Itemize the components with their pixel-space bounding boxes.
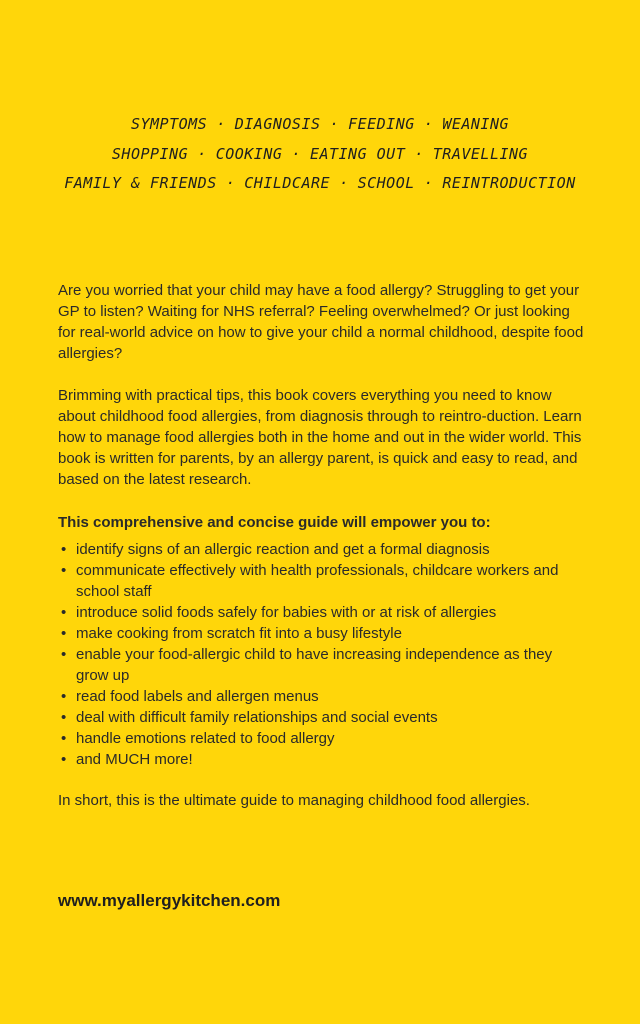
description-paragraph: Brimming with practical tips, this book covers everything you need to know about childhood food allergies, from diagnosis through to reintro-duction. Learn how to manage food allergies both in the home and out in the wider world. This book is written for parents, by an allergy parent, is quick and easy to read, and based on the latest research. xyxy=(58,387,582,488)
closing-paragraph: In short, this is the ultimate guide to managing childhood food allergies. xyxy=(58,792,530,809)
list-item: • communicate effectively with health professionals, childcare workers and school staff xyxy=(58,560,588,602)
topic-family-friends: FAMILY & FRIENDS xyxy=(64,174,217,192)
topic-childcare: CHILDCARE xyxy=(244,174,331,192)
topic-list xyxy=(0,110,640,199)
topic-separator: · xyxy=(225,174,236,192)
list-item: • introduce solid foods safely for babies with or at risk of allergies xyxy=(58,602,588,623)
website-url: www.myallergykitchen.com xyxy=(58,891,281,910)
topic-line-2 xyxy=(0,140,640,170)
intro-paragraph: Are you worried that your child may have a food allergy? Struggling to get your GP to listen? Waiting for NHS referral? Feeling overwhelmed? Or just looking for real-world advice on how to give your child a normal childhood, despite food allergies? xyxy=(58,282,584,362)
topic-weaning: WEANING xyxy=(442,115,510,133)
topic-separator: · xyxy=(423,174,434,192)
list-item: • read food labels and allergen menus xyxy=(58,686,588,707)
topic-feeding: FEEDING xyxy=(348,115,415,133)
topic-separator: · xyxy=(197,144,207,163)
list-item: • and MUCH more! xyxy=(58,749,588,770)
topic-separator: · xyxy=(423,115,434,133)
topic-separator: · xyxy=(216,115,226,133)
list-item: • enable your food-allergic child to have increasing independence as they grow up xyxy=(58,644,588,686)
benefits-list xyxy=(58,539,588,770)
benefits-heading: This comprehensive and concise guide will empower you to: xyxy=(58,514,491,531)
topic-eating-out: EATING OUT xyxy=(309,144,406,163)
topic-cooking: COOKING xyxy=(215,144,283,163)
topic-travelling: TRAVELLING xyxy=(432,144,529,163)
topic-symptoms: SYMPTOMS xyxy=(130,115,208,133)
topic-separator: · xyxy=(414,144,424,163)
topic-separator: · xyxy=(291,144,301,163)
topic-line-3 xyxy=(0,169,640,199)
list-item: • make cooking from scratch fit into a busy lifestyle xyxy=(58,623,588,644)
list-item: • identify signs of an allergic reaction and get a formal diagnosis xyxy=(58,539,588,560)
topic-separator: · xyxy=(339,174,349,192)
topic-separator: · xyxy=(329,115,340,133)
topic-reintroduction: REINTRODUCTION xyxy=(442,174,576,192)
topic-diagnosis: DIAGNOSIS xyxy=(234,115,321,133)
topic-line-1 xyxy=(0,110,640,140)
list-item: • handle emotions related to food allergy xyxy=(58,728,588,749)
list-item: • deal with difficult family relationships and social events xyxy=(58,707,588,728)
topic-shopping: SHOPPING xyxy=(111,144,189,163)
blurb xyxy=(58,280,588,811)
topic-school: SCHOOL xyxy=(357,174,415,192)
